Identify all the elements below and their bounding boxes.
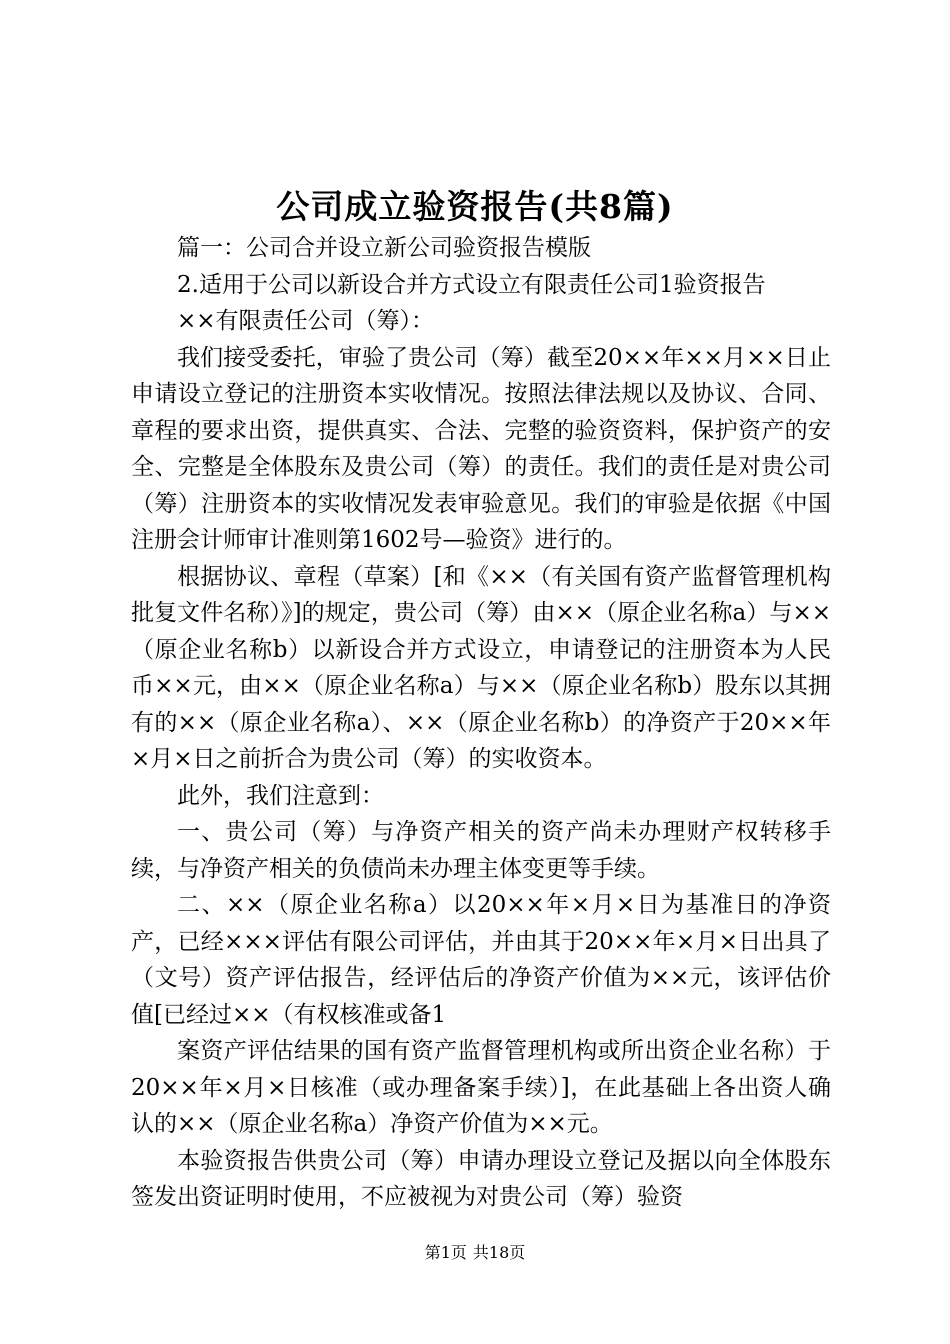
page-number: 第1页 [424, 1243, 467, 1262]
document-title: 公司成立验资报告(共8篇) [276, 187, 674, 226]
paragraph-usage: 本验资报告供贵公司（筹）申请办理设立登记及据以向全体股东签发出资证明时使用，不应被视为对贵公司（筹）验资 [131, 1147, 831, 1210]
document-body [131, 230, 831, 1216]
paragraph-notice-two-continued: 案资产评估结果的国有资产监督管理机构或所出资企业名称）于20××年×月×日核准（或办理备案手续）]，在此基础上各出资人确认的××（原企业名称a）净资产价值为××元。 [131, 1038, 831, 1137]
page-footer [0, 1241, 950, 1265]
paragraph-engagement: 我们接受委托，审验了贵公司（筹）截至20××年××月××日止申请设立登记的注册资本实收情况。按照法律法规以及协议、合同、章程的要求出资，提供真实、合法、完整的验资资料，保护资产的安全、完整是全体股东及贵公司（筹）的责任。我们的责任是对贵公司（筹）注册资本的实收情况发表审验意见。我们的审验是依据《中国注册会计师审计准则第1602号—验资》进行的。 [131, 344, 831, 553]
paragraph-notice-two: 二、××（原企业名称a）以20××年×月×日为基准日的净资产，已经×××评估有限公司评估，并由其于20××年×月×日出具了（文号）资产评估报告，经评估后的净资产价值为××元，该评估价值[已经过××（有权核准或备1 [131, 892, 831, 1028]
paragraph-basis: 根据协议、章程（草案）[和《××（有关国有资产监督管理机构批复文件名称）》]的规定，贵公司（筹）由××（原企业名称a）与××（原企业名称b）以新设合并方式设立，申请登记的注册资本为人民币××元，由××（原企业名称a）与××（原企业名称b）股东以其拥有的××（原企业名称a）、××（原企业名称b）的净资产于20××年×月×日之前折合为贵公司（筹）的实收资本。 [131, 563, 831, 772]
page-total: 共18页 [472, 1243, 526, 1262]
paragraph-applicability: 2.适用于公司以新设合并方式设立有限责任公司1验资报告 [177, 271, 766, 298]
paragraph-notice-one: 一、贵公司（筹）与净资产相关的资产尚未办理财产权转移手续，与净资产相关的负债尚未办理主体变更等手续。 [131, 819, 831, 882]
paragraph-notice-intro: 此外，我们注意到： [177, 782, 384, 809]
paragraph-addressee: ××有限责任公司（筹）： [177, 308, 435, 334]
paragraph-section-heading: 篇一：公司合并设立新公司验资报告模版 [177, 235, 591, 261]
